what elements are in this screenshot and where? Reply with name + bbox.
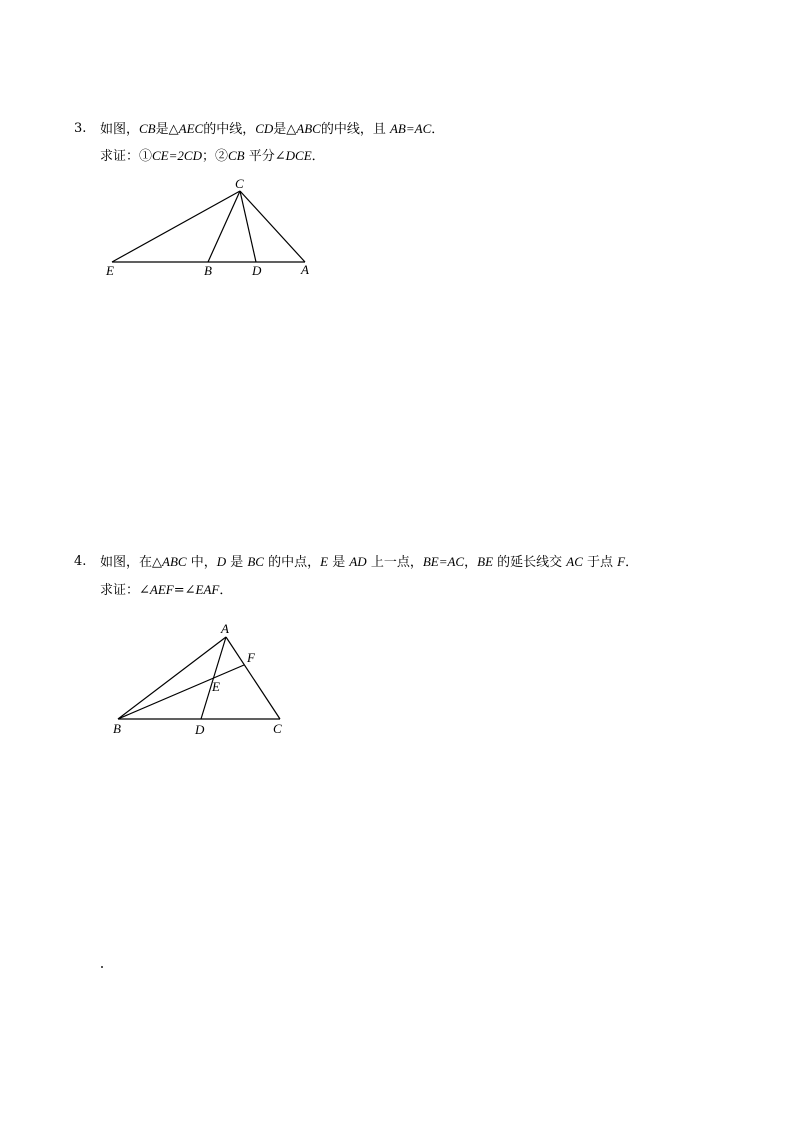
text-run: ． — [625, 555, 639, 570]
point-label-a: A — [301, 262, 309, 277]
point-label-e: E — [212, 679, 220, 694]
text-run: 求证：① — [100, 149, 153, 164]
math-symbol: CB — [139, 121, 156, 136]
math-symbol: AC — [566, 554, 583, 569]
point-label-d: D — [252, 263, 262, 278]
math-symbol: D — [216, 554, 227, 569]
segment-ab — [118, 637, 226, 719]
math-symbol: DCE — [285, 148, 312, 163]
text-run: =∠ — [173, 583, 196, 598]
text-run: 如图， — [100, 122, 140, 137]
point-label-a: A — [221, 621, 229, 636]
text-run: 如图，在△ — [100, 555, 162, 570]
math-symbol: BC — [247, 554, 264, 569]
text-run: 求证：∠ — [100, 583, 150, 598]
text-run: 的中线，且 — [320, 122, 390, 137]
math-symbol: AEF — [149, 582, 174, 597]
text-run: 平分∠ — [244, 149, 286, 164]
text-run: 是△ — [155, 122, 179, 137]
math-symbol: AB=AC — [389, 121, 432, 136]
point-label-c: C — [273, 721, 282, 736]
text-run: 是 — [328, 555, 350, 570]
text-run: ． — [219, 583, 233, 598]
text-run: 是 — [226, 555, 248, 570]
math-symbol: ABC — [296, 121, 321, 136]
math-symbol: BE=AC — [422, 554, 465, 569]
math-symbol: CD — [255, 121, 274, 136]
math-symbol: CE=2CD — [152, 148, 202, 163]
math-symbol: E — [320, 554, 329, 569]
point-label-b: B — [204, 263, 212, 278]
math-symbol: F — [617, 554, 626, 569]
text-run: 的延长线交 — [493, 555, 567, 570]
math-symbol: CB — [227, 148, 245, 163]
segment-bf — [118, 665, 244, 719]
math-symbol: ABC — [162, 554, 187, 569]
text-run: ． — [431, 122, 445, 137]
point-label-f: F — [247, 650, 255, 665]
problem-number: 4. — [74, 554, 87, 569]
math-symbol: EAF — [195, 582, 220, 597]
text-run: 的中线， — [203, 122, 256, 137]
text-run: ；② — [201, 149, 228, 164]
math-symbol: AD — [349, 554, 367, 569]
math-symbol: BE — [477, 554, 494, 569]
text-run: 是△ — [273, 122, 297, 137]
text-run: ， — [464, 555, 478, 570]
math-symbol: AEC — [178, 121, 204, 136]
text-run: 于点 — [582, 555, 618, 570]
point-label-e: E — [106, 263, 114, 278]
text-run: 上一点， — [366, 555, 423, 570]
text-run: ． — [311, 149, 325, 164]
text-run: 中， — [186, 555, 217, 570]
point-label-d: D — [195, 722, 205, 737]
problem-number: 3. — [74, 121, 87, 136]
text-run: 的中点， — [263, 555, 321, 570]
point-label-c: C — [235, 176, 244, 191]
point-label-b: B — [113, 721, 121, 736]
stray-dot — [101, 966, 103, 968]
